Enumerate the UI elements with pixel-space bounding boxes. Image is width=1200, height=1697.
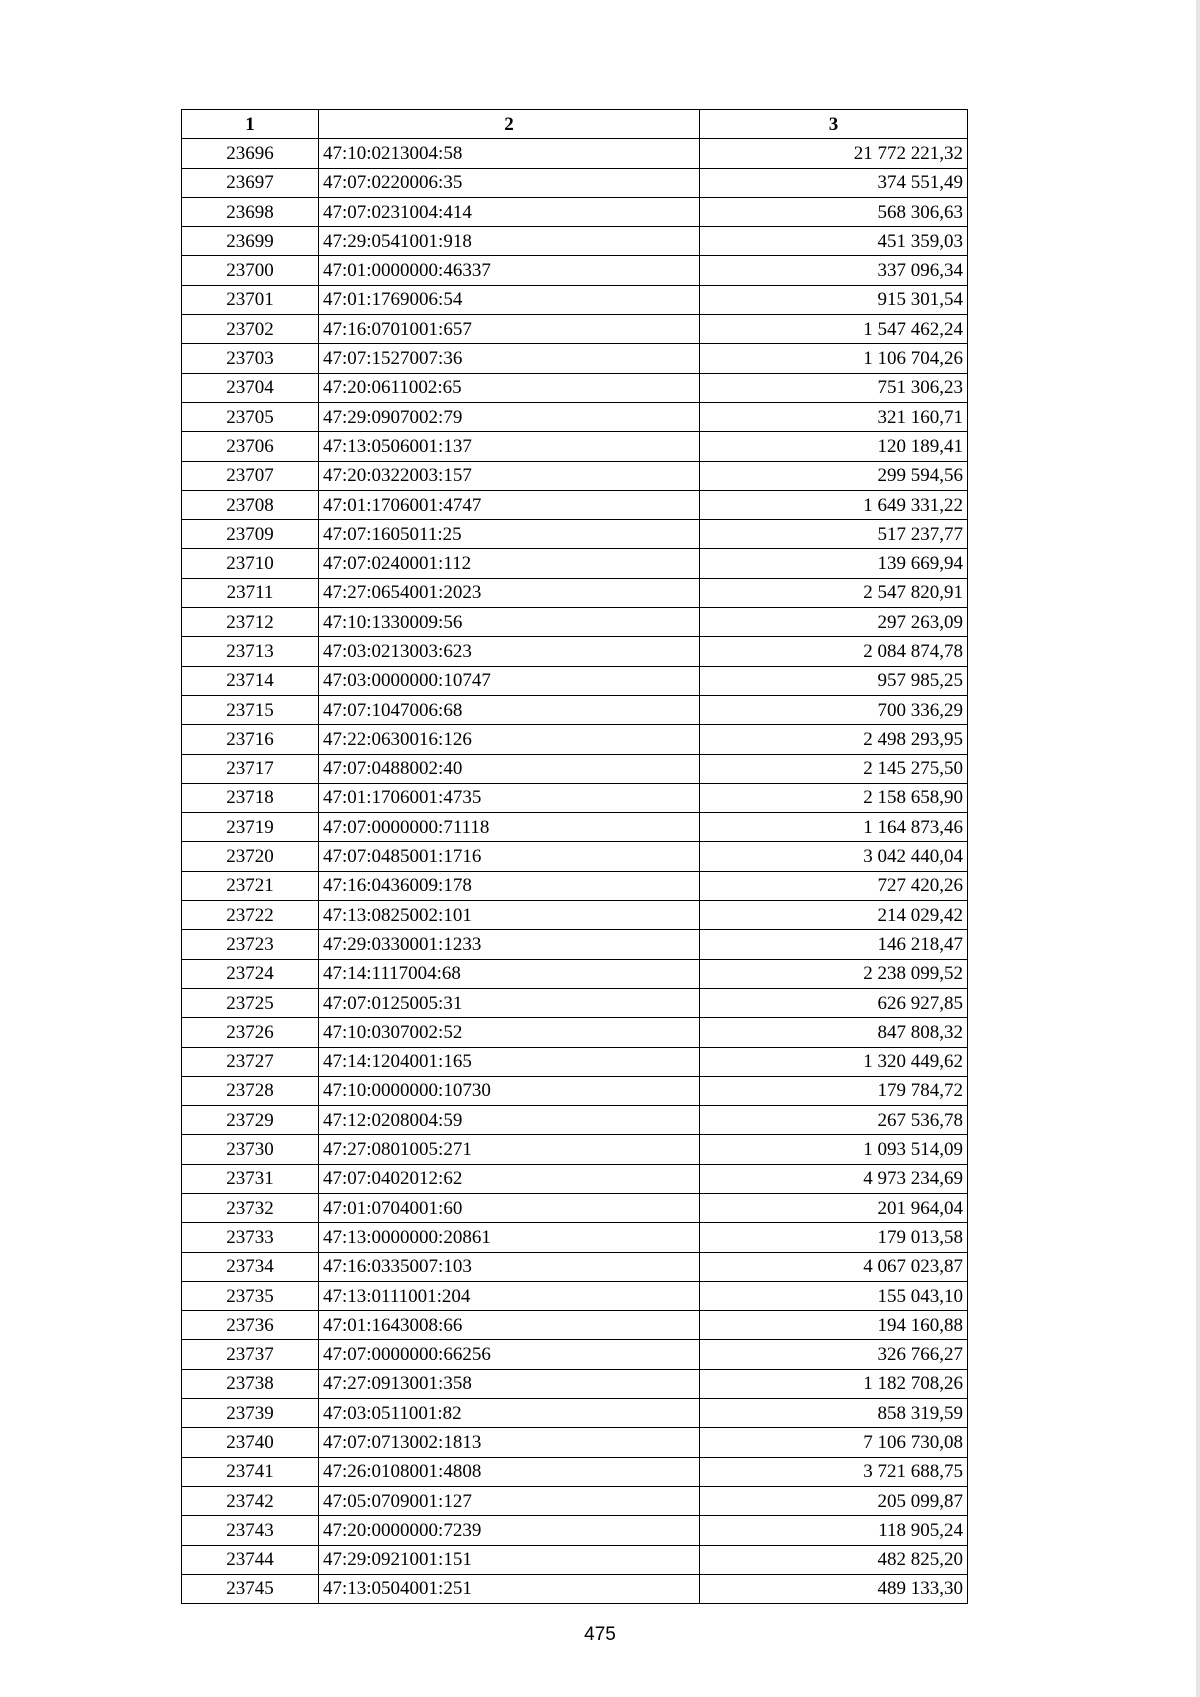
row-number: 23737 — [182, 1340, 319, 1369]
row-number: 23730 — [182, 1135, 319, 1164]
table-row — [182, 1106, 968, 1135]
table-row — [182, 901, 968, 930]
row-number: 23702 — [182, 315, 319, 344]
row-number: 23735 — [182, 1281, 319, 1310]
cadastral-value: 337 096,34 — [700, 256, 968, 285]
row-number: 23745 — [182, 1574, 319, 1603]
cadastral-number: 47:29:0921001:151 — [319, 1545, 700, 1574]
row-number: 23727 — [182, 1047, 319, 1076]
table-row — [182, 490, 968, 519]
row-number: 23734 — [182, 1252, 319, 1281]
row-number: 23714 — [182, 666, 319, 695]
cadastral-value: 2 158 658,90 — [700, 783, 968, 812]
row-number: 23704 — [182, 373, 319, 402]
row-number: 23703 — [182, 344, 319, 373]
table-row — [182, 608, 968, 637]
row-number: 23697 — [182, 168, 319, 197]
row-number: 23726 — [182, 1018, 319, 1047]
table-row — [182, 1193, 968, 1222]
cadastral-number: 47:29:0330001:1233 — [319, 930, 700, 959]
cadastral-value: 326 766,27 — [700, 1340, 968, 1369]
cadastral-value: 120 189,41 — [700, 432, 968, 461]
table-row — [182, 1545, 968, 1574]
cadastral-number: 47:07:1527007:36 — [319, 344, 700, 373]
cadastral-value: 3 042 440,04 — [700, 842, 968, 871]
cadastral-number: 47:29:0541001:918 — [319, 227, 700, 256]
table-row — [182, 725, 968, 754]
row-number: 23699 — [182, 227, 319, 256]
table-row — [182, 1399, 968, 1428]
table-row — [182, 315, 968, 344]
table-body — [182, 139, 968, 1604]
table-row — [182, 578, 968, 607]
cadastral-value: 214 029,42 — [700, 901, 968, 930]
cadastral-value: 1 547 462,24 — [700, 315, 968, 344]
row-number: 23717 — [182, 754, 319, 783]
table-row — [182, 1047, 968, 1076]
row-number: 23713 — [182, 637, 319, 666]
cadastral-number: 47:03:0000000:10747 — [319, 666, 700, 695]
cadastral-number: 47:10:0213004:58 — [319, 139, 700, 168]
cadastral-value: 489 133,30 — [700, 1574, 968, 1603]
table-row — [182, 168, 968, 197]
cadastral-value: 4 067 023,87 — [700, 1252, 968, 1281]
cadastral-value: 179 013,58 — [700, 1223, 968, 1252]
cadastral-value: 700 336,29 — [700, 695, 968, 724]
table-row — [182, 842, 968, 871]
row-number: 23736 — [182, 1311, 319, 1340]
table-row — [182, 1135, 968, 1164]
table-row — [182, 432, 968, 461]
table-row — [182, 754, 968, 783]
cadastral-value: 2 145 275,50 — [700, 754, 968, 783]
cadastral-value: 568 306,63 — [700, 197, 968, 226]
cadastral-value: 915 301,54 — [700, 285, 968, 314]
row-number: 23700 — [182, 256, 319, 285]
table-row — [182, 256, 968, 285]
cadastral-number: 47:10:1330009:56 — [319, 608, 700, 637]
cadastral-number: 47:13:0504001:251 — [319, 1574, 700, 1603]
cadastral-number: 47:03:0511001:82 — [319, 1399, 700, 1428]
table-row — [182, 666, 968, 695]
row-number: 23725 — [182, 988, 319, 1017]
cadastral-value: 858 319,59 — [700, 1399, 968, 1428]
row-number: 23722 — [182, 901, 319, 930]
row-number: 23720 — [182, 842, 319, 871]
table-row — [182, 1486, 968, 1515]
cadastral-number: 47:27:0913001:358 — [319, 1369, 700, 1398]
cadastral-number: 47:13:0825002:101 — [319, 901, 700, 930]
cadastral-value: 727 420,26 — [700, 871, 968, 900]
cadastral-value: 626 927,85 — [700, 988, 968, 1017]
row-number: 23731 — [182, 1164, 319, 1193]
cadastral-value: 21 772 221,32 — [700, 139, 968, 168]
cadastral-value: 4 973 234,69 — [700, 1164, 968, 1193]
cadastral-number: 47:07:0402012:62 — [319, 1164, 700, 1193]
header-col-3: 3 — [700, 110, 968, 139]
cadastral-value: 7 106 730,08 — [700, 1428, 968, 1457]
cadastral-value: 118 905,24 — [700, 1516, 968, 1545]
row-number: 23744 — [182, 1545, 319, 1574]
row-number: 23721 — [182, 871, 319, 900]
cadastral-number: 47:20:0000000:7239 — [319, 1516, 700, 1545]
header-col-1: 1 — [182, 110, 319, 139]
table-row — [182, 871, 968, 900]
cadastral-value: 957 985,25 — [700, 666, 968, 695]
cadastral-value: 267 536,78 — [700, 1106, 968, 1135]
row-number: 23710 — [182, 549, 319, 578]
table-row — [182, 549, 968, 578]
cadastral-value: 482 825,20 — [700, 1545, 968, 1574]
table-row — [182, 695, 968, 724]
cadastral-number: 47:12:0208004:59 — [319, 1106, 700, 1135]
cadastral-value: 1 106 704,26 — [700, 344, 968, 373]
cadastral-value: 194 160,88 — [700, 1311, 968, 1340]
cadastral-value: 2 547 820,91 — [700, 578, 968, 607]
row-number: 23729 — [182, 1106, 319, 1135]
cadastral-value: 2 238 099,52 — [700, 959, 968, 988]
cadastral-number: 47:01:0704001:60 — [319, 1193, 700, 1222]
cadastral-number: 47:07:0240001:112 — [319, 549, 700, 578]
table-row — [182, 1076, 968, 1105]
page-number: 475 — [584, 1624, 616, 1645]
cadastral-number: 47:10:0307002:52 — [319, 1018, 700, 1047]
cadastral-number: 47:07:0000000:66256 — [319, 1340, 700, 1369]
cadastral-value: 1 093 514,09 — [700, 1135, 968, 1164]
cadastral-value: 299 594,56 — [700, 461, 968, 490]
table-row — [182, 813, 968, 842]
cadastral-number: 47:16:0701001:657 — [319, 315, 700, 344]
cadastral-number: 47:13:0111001:204 — [319, 1281, 700, 1310]
cadastral-value: 1 649 331,22 — [700, 490, 968, 519]
table-row — [182, 1018, 968, 1047]
row-number: 23705 — [182, 402, 319, 431]
cadastral-number: 47:26:0108001:4808 — [319, 1457, 700, 1486]
cadastral-value: 179 784,72 — [700, 1076, 968, 1105]
cadastral-value: 2 498 293,95 — [700, 725, 968, 754]
table-row — [182, 227, 968, 256]
table-row — [182, 1369, 968, 1398]
row-number: 23738 — [182, 1369, 319, 1398]
cadastral-value: 1 164 873,46 — [700, 813, 968, 842]
row-number: 23719 — [182, 813, 319, 842]
table-row — [182, 1281, 968, 1310]
table-row — [182, 1223, 968, 1252]
cadastral-value: 205 099,87 — [700, 1486, 968, 1515]
table-row — [182, 637, 968, 666]
table-row — [182, 959, 968, 988]
cadastral-value: 517 237,77 — [700, 520, 968, 549]
table-row — [182, 461, 968, 490]
data-table — [181, 109, 968, 1604]
cadastral-value: 297 263,09 — [700, 608, 968, 637]
table-row — [182, 1574, 968, 1603]
cadastral-value: 847 808,32 — [700, 1018, 968, 1047]
row-number: 23715 — [182, 695, 319, 724]
cadastral-value: 139 669,94 — [700, 549, 968, 578]
cadastral-number: 47:14:1117004:68 — [319, 959, 700, 988]
table-row — [182, 402, 968, 431]
table-row — [182, 1252, 968, 1281]
row-number: 23732 — [182, 1193, 319, 1222]
row-number: 23733 — [182, 1223, 319, 1252]
table-row — [182, 1340, 968, 1369]
row-number: 23743 — [182, 1516, 319, 1545]
cadastral-value: 751 306,23 — [700, 373, 968, 402]
cadastral-number: 47:29:0907002:79 — [319, 402, 700, 431]
table-row — [182, 197, 968, 226]
row-number: 23728 — [182, 1076, 319, 1105]
cadastral-number: 47:01:1643008:66 — [319, 1311, 700, 1340]
row-number: 23696 — [182, 139, 319, 168]
table-row — [182, 285, 968, 314]
row-number: 23712 — [182, 608, 319, 637]
row-number: 23718 — [182, 783, 319, 812]
cadastral-value: 2 084 874,78 — [700, 637, 968, 666]
row-number: 23723 — [182, 930, 319, 959]
table-row — [182, 1311, 968, 1340]
cadastral-number: 47:07:0485001:1716 — [319, 842, 700, 871]
table-row — [182, 1164, 968, 1193]
row-number: 23739 — [182, 1399, 319, 1428]
row-number: 23698 — [182, 197, 319, 226]
cadastral-number: 47:07:0231004:414 — [319, 197, 700, 226]
cadastral-number: 47:22:0630016:126 — [319, 725, 700, 754]
row-number: 23709 — [182, 520, 319, 549]
cadastral-number: 47:14:1204001:165 — [319, 1047, 700, 1076]
table-row — [182, 1457, 968, 1486]
cadastral-number: 47:13:0506001:137 — [319, 432, 700, 461]
table-row — [182, 783, 968, 812]
cadastral-number: 47:07:1605011:25 — [319, 520, 700, 549]
cadastral-number: 47:27:0654001:2023 — [319, 578, 700, 607]
cadastral-value: 374 551,49 — [700, 168, 968, 197]
row-number: 23724 — [182, 959, 319, 988]
table-row — [182, 930, 968, 959]
cadastral-number: 47:03:0213003:623 — [319, 637, 700, 666]
cadastral-number: 47:07:0000000:71118 — [319, 813, 700, 842]
cadastral-number: 47:01:1706001:4735 — [319, 783, 700, 812]
cadastral-number: 47:13:0000000:20861 — [319, 1223, 700, 1252]
cadastral-value: 155 043,10 — [700, 1281, 968, 1310]
table-row — [182, 988, 968, 1017]
cadastral-number: 47:20:0611002:65 — [319, 373, 700, 402]
header-col-2: 2 — [319, 110, 700, 139]
cadastral-value: 1 320 449,62 — [700, 1047, 968, 1076]
cadastral-number: 47:05:0709001:127 — [319, 1486, 700, 1515]
cadastral-number: 47:01:1769006:54 — [319, 285, 700, 314]
cadastral-value: 146 218,47 — [700, 930, 968, 959]
cadastral-number: 47:27:0801005:271 — [319, 1135, 700, 1164]
cadastral-number: 47:07:1047006:68 — [319, 695, 700, 724]
row-number: 23741 — [182, 1457, 319, 1486]
table-row — [182, 520, 968, 549]
table-row — [182, 1516, 968, 1545]
cadastral-number: 47:10:0000000:10730 — [319, 1076, 700, 1105]
cadastral-value: 451 359,03 — [700, 227, 968, 256]
cadastral-number: 47:07:0125005:31 — [319, 988, 700, 1017]
row-number: 23740 — [182, 1428, 319, 1457]
cadastral-number: 47:07:0220006:35 — [319, 168, 700, 197]
cadastral-number: 47:01:0000000:46337 — [319, 256, 700, 285]
row-number: 23708 — [182, 490, 319, 519]
row-number: 23742 — [182, 1486, 319, 1515]
row-number: 23706 — [182, 432, 319, 461]
row-number: 23716 — [182, 725, 319, 754]
table-row — [182, 373, 968, 402]
row-number: 23707 — [182, 461, 319, 490]
row-number: 23701 — [182, 285, 319, 314]
cadastral-value: 3 721 688,75 — [700, 1457, 968, 1486]
cadastral-value: 1 182 708,26 — [700, 1369, 968, 1398]
cadastral-number: 47:07:0488002:40 — [319, 754, 700, 783]
cadastral-number: 47:16:0335007:103 — [319, 1252, 700, 1281]
cadastral-value: 201 964,04 — [700, 1193, 968, 1222]
cadastral-number: 47:20:0322003:157 — [319, 461, 700, 490]
header-row — [182, 110, 968, 139]
table-header — [182, 110, 968, 139]
table-row — [182, 344, 968, 373]
cadastral-number: 47:16:0436009:178 — [319, 871, 700, 900]
cadastral-value: 321 160,71 — [700, 402, 968, 431]
row-number: 23711 — [182, 578, 319, 607]
table-row — [182, 139, 968, 168]
cadastral-number: 47:07:0713002:1813 — [319, 1428, 700, 1457]
page-edge — [1196, 0, 1200, 1697]
table-row — [182, 1428, 968, 1457]
cadastral-number: 47:01:1706001:4747 — [319, 490, 700, 519]
